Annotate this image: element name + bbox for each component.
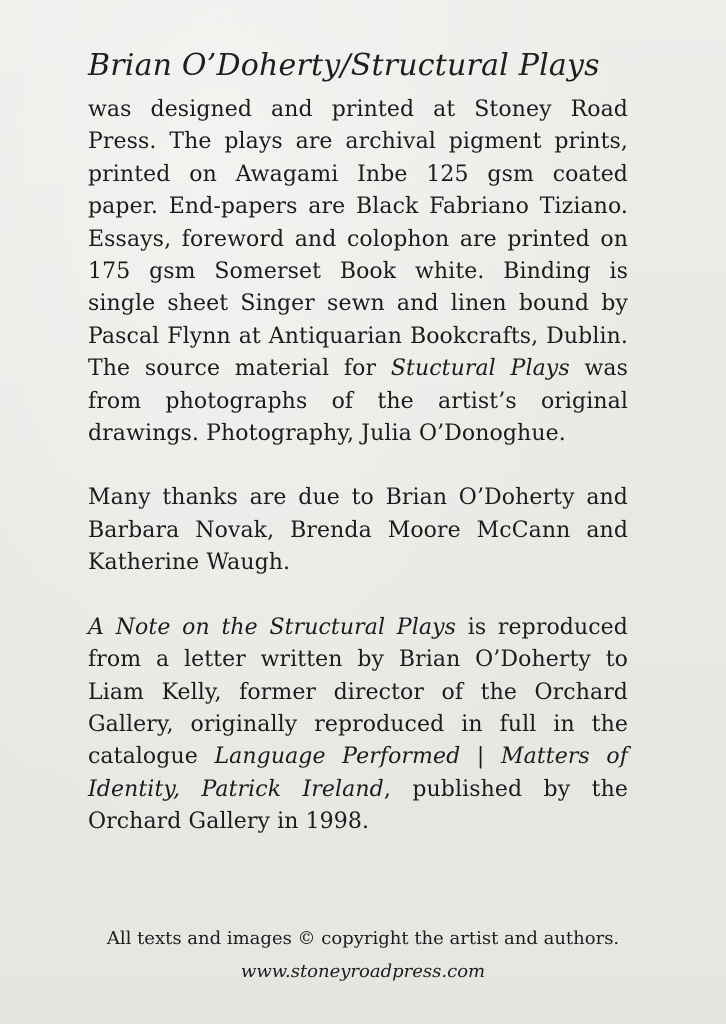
- note-paragraph: [88, 612, 628, 839]
- note-text-tail: , published by the Orchard Gallery in 1998.: [88, 776, 628, 835]
- website-url: www.stoneyroadpress.com: [240, 961, 486, 982]
- note-text: is reproduced from a letter written by Brian O’Doherty to Liam Kelly, former director of the Orchard Gallery, originally reproduced in full in the catalogue: [88, 614, 628, 770]
- production-italic-title: Stuctural Plays: [390, 356, 570, 382]
- thanks-paragraph: Many thanks are due to Brian O’Doherty and Barbara Novak, Brenda Moore McCann and Katherine Waugh.: [88, 485, 628, 576]
- colophon-text-block: [88, 44, 628, 839]
- production-paragraph: [88, 94, 628, 450]
- catalogue-italic-title: Language Performed | Matters of Identity, Patrick Ireland: [88, 744, 628, 802]
- production-text: was designed and printed at Stoney Road Press. The plays are archival pigment prints, printed on Awagami Inbe 125 gsm coated paper. End-papers are Black Fabriano Tiziano. Essays, foreword and colophon are printed on 175 gsm Somerset Book white. Binding is single sheet Singer sewn and linen bound by Pascal Flynn at Antiquarian Bookcrafts, Dublin. The source material for: [88, 97, 628, 382]
- production-text-tail: was from photographs of the artist’s original drawings. Photography, Julia O’Donoghue.: [88, 356, 629, 447]
- book-title: Brian O’Doherty/Structural Plays: [88, 48, 600, 83]
- note-italic-title: A Note on the Structural Plays: [88, 614, 456, 640]
- copyright-notice: All texts and images © copyright the artist and authors.: [106, 928, 620, 949]
